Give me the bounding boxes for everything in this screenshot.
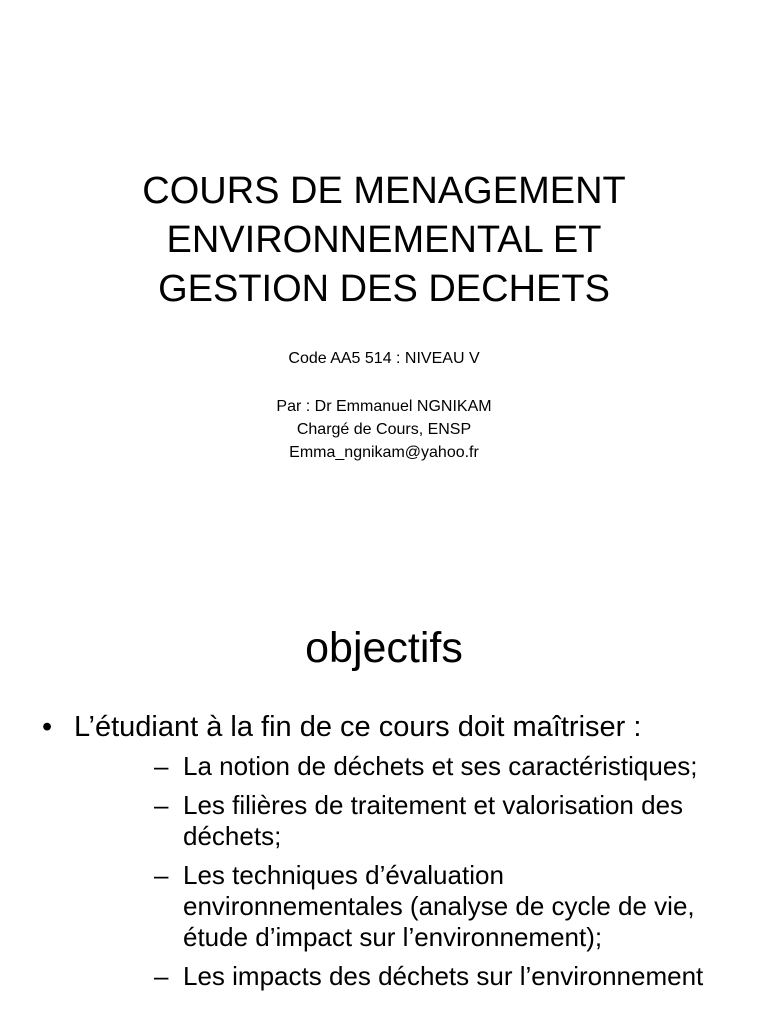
course-title-line-3: GESTION DES DECHETS: [158, 268, 610, 310]
list-item: [74, 751, 748, 782]
author-role: Chargé de Cours, ENSP: [296, 421, 472, 438]
bullet-marker: •: [42, 711, 53, 743]
sub-bullet-text: Les impacts des déchets sur l’environnement: [183, 961, 704, 991]
sub-bullet-text: Les filières de traitement et valorisation des déchets;: [183, 790, 684, 851]
dash-marker: –: [154, 860, 169, 890]
course-title-line-2: ENVIRONNEMENTAL ET: [166, 219, 602, 261]
list-item: [74, 860, 748, 953]
author-block: [40, 395, 728, 464]
list-item: [74, 790, 748, 852]
objectives-title: objectifs: [305, 624, 463, 672]
sub-objectives-list: [74, 751, 748, 992]
main-bullet-text: L’étudiant à la fin de ce cours doit maîtriser :: [74, 711, 642, 743]
sub-bullet-text: La notion de déchets et ses caractéristiques;: [183, 751, 698, 781]
slide-objectives: [0, 576, 768, 1024]
sub-bullet-text: Les techniques d’évaluation environnementales (analyse de cycle de vie, étude d’impact sur l’environnement);: [183, 860, 695, 952]
author-name: Par : Dr Emmanuel NGNIKAM: [276, 398, 492, 415]
author-email: Emma_ngnikam@yahoo.fr: [289, 444, 479, 461]
course-title-line-1: COURS DE MENAGEMENT: [142, 170, 626, 212]
list-item: [0, 710, 768, 992]
dash-marker: –: [154, 751, 169, 781]
course-title: [40, 167, 728, 314]
dash-marker: –: [154, 961, 169, 991]
objectives-list: [0, 710, 768, 1000]
course-code: Code AA5 514 : NIVEAU V: [288, 350, 480, 367]
dash-marker: –: [154, 790, 169, 820]
list-item: [74, 961, 748, 992]
